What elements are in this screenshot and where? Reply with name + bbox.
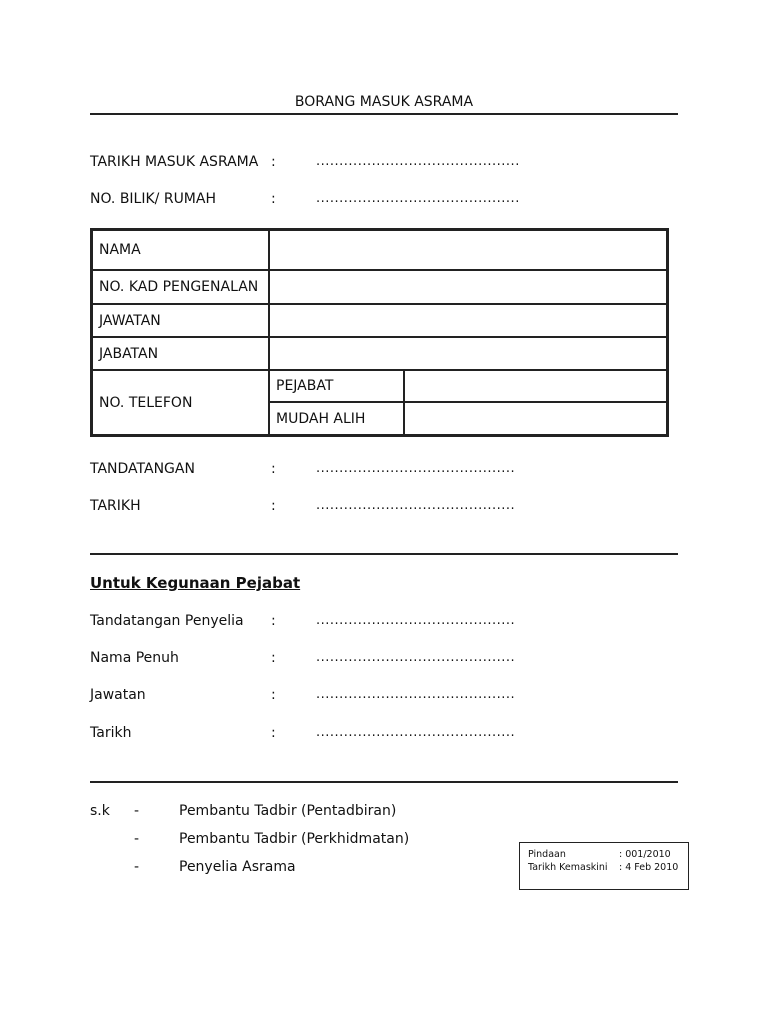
office-tarikh-label: Tarikh bbox=[90, 725, 132, 741]
section-divider bbox=[90, 553, 678, 555]
tandatangan-field[interactable]: ........................................... bbox=[316, 461, 516, 476]
tarikh-field[interactable]: ........................................... bbox=[316, 498, 516, 513]
pejabat-label: PEJABAT bbox=[269, 370, 404, 402]
pejabat-phone-field[interactable] bbox=[404, 370, 667, 402]
office-jawatan-field[interactable]: ........................................... bbox=[316, 687, 516, 702]
tandatangan-colon: : bbox=[271, 461, 276, 477]
tarikh-label: TARIKH bbox=[90, 498, 141, 514]
tarikh-kemaskini-key: Tarikh Kemaskini bbox=[528, 862, 608, 873]
tandatangan-penyelia-label: Tandatangan Penyelia bbox=[90, 613, 244, 629]
nama-penuh-field[interactable]: ........................................... bbox=[316, 650, 516, 665]
office-jawatan-label: Jawatan bbox=[90, 687, 146, 703]
no-bilik-label: NO. BILIK/ RUMAH bbox=[90, 191, 216, 207]
sk-item: Penyelia Asrama bbox=[179, 859, 296, 875]
applicant-info-table bbox=[90, 228, 669, 437]
kad-pengenalan-field[interactable] bbox=[269, 270, 667, 304]
title-rule bbox=[90, 113, 678, 115]
tandatangan-penyelia-field[interactable]: ........................................... bbox=[316, 613, 516, 628]
tarikh-colon: : bbox=[271, 498, 276, 514]
nama-field[interactable] bbox=[269, 230, 667, 270]
sk-item: Pembantu Tadbir (Perkhidmatan) bbox=[179, 831, 410, 847]
jabatan-label: JABATAN bbox=[92, 337, 269, 370]
pindaan-value: : 001/2010 bbox=[619, 849, 671, 860]
no-bilik-colon: : bbox=[271, 191, 276, 207]
mudah-alih-label: MUDAH ALIH bbox=[269, 402, 404, 435]
form-title: BORANG MASUK ASRAMA bbox=[294, 94, 474, 110]
jawatan-label: JAWATAN bbox=[92, 304, 269, 337]
no-bilik-field[interactable]: ............................................ bbox=[316, 191, 520, 206]
footer-divider bbox=[90, 781, 678, 783]
jabatan-field[interactable] bbox=[269, 337, 667, 370]
tandatangan-label: TANDATANGAN bbox=[90, 461, 195, 477]
revision-box bbox=[519, 842, 689, 890]
mudah-alih-phone-field[interactable] bbox=[404, 402, 667, 435]
tarikh-kemaskini-value: : 4 Feb 2010 bbox=[619, 862, 679, 873]
tarikh-masuk-field[interactable]: ............................................ bbox=[316, 154, 520, 169]
jawatan-field[interactable] bbox=[269, 304, 667, 337]
tandatangan-penyelia-colon: : bbox=[271, 613, 276, 629]
revision-row bbox=[528, 861, 680, 874]
nama-penuh-colon: : bbox=[271, 650, 276, 666]
office-use-heading: Untuk Kegunaan Pejabat bbox=[90, 574, 301, 592]
kad-pengenalan-label: NO. KAD PENGENALAN bbox=[92, 270, 269, 304]
sk-label: s.k bbox=[90, 803, 110, 819]
nama-label: NAMA bbox=[92, 230, 269, 270]
office-tarikh-colon: : bbox=[271, 725, 276, 741]
sk-dash-3: - bbox=[134, 859, 140, 875]
sk-dash-1: - bbox=[134, 803, 140, 819]
nama-penuh-label: Nama Penuh bbox=[90, 650, 179, 666]
tarikh-masuk-label: TARIKH MASUK ASRAMA bbox=[90, 154, 259, 170]
tarikh-masuk-colon: : bbox=[271, 154, 276, 170]
revision-row bbox=[528, 848, 680, 861]
sk-dash-2: - bbox=[134, 831, 140, 847]
sk-item: Pembantu Tadbir (Pentadbiran) bbox=[179, 803, 397, 819]
office-jawatan-colon: : bbox=[271, 687, 276, 703]
office-tarikh-field[interactable]: ........................................... bbox=[316, 725, 516, 740]
no-telefon-label: NO. TELEFON bbox=[92, 370, 269, 435]
pindaan-key: Pindaan bbox=[528, 849, 566, 860]
